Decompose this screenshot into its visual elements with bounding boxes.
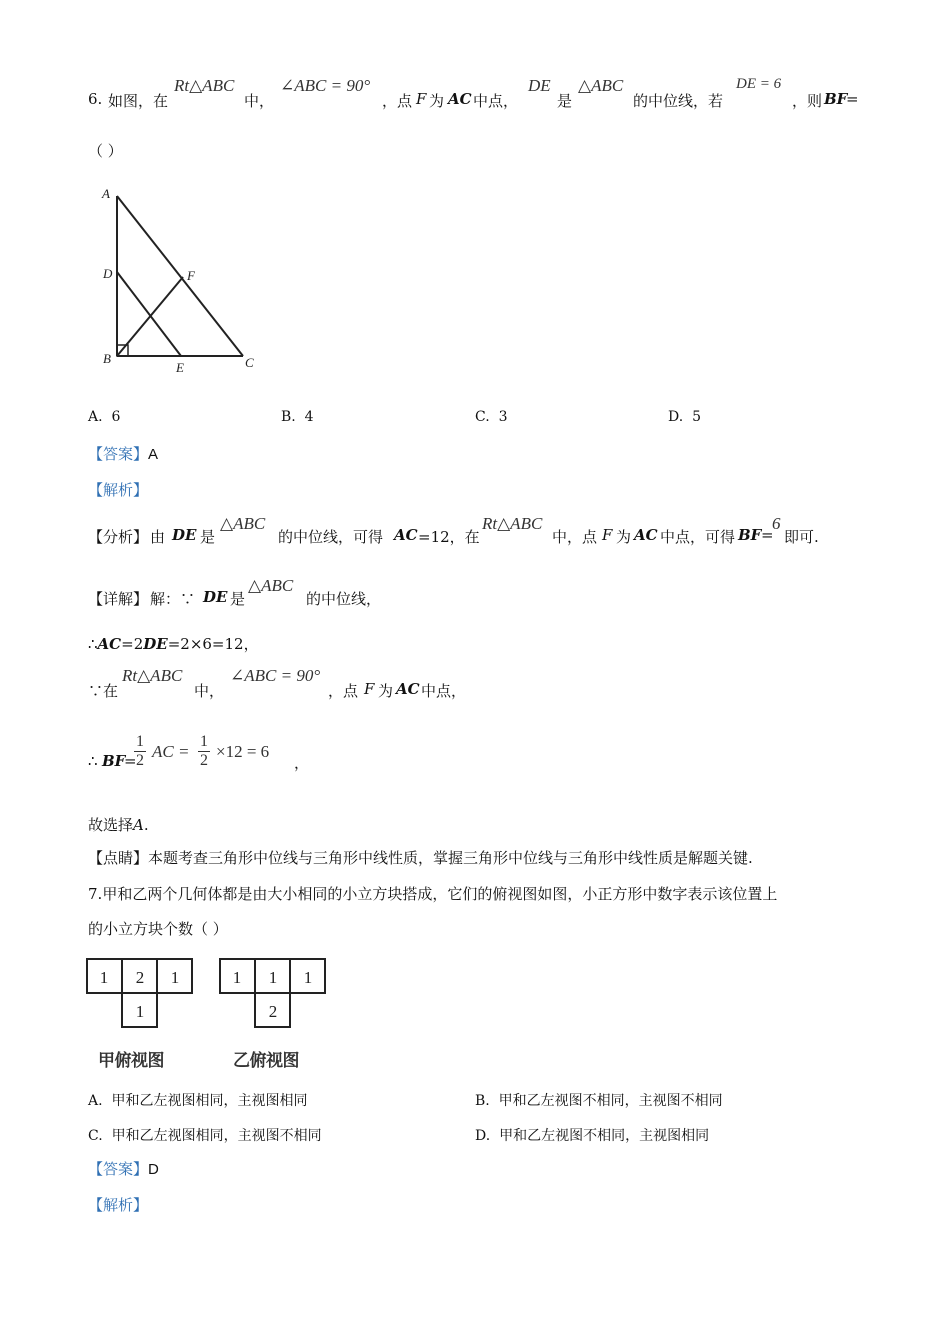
frac-den: 2: [136, 752, 144, 769]
fenxi-tag: 【分析】: [88, 528, 149, 546]
answer-value: D: [148, 1161, 159, 1178]
grid-cell: 1: [268, 968, 278, 987]
text: 的中位线，可得: [278, 528, 384, 546]
option-key: A.: [88, 409, 103, 425]
q6-stem-text: 中，: [244, 92, 275, 110]
math-six: 6: [772, 514, 781, 533]
q7-stem-line2: 的小立方块个数（ ）: [88, 920, 228, 938]
option-value: 3: [498, 409, 508, 425]
var-de: DE: [203, 588, 228, 606]
grid-cell: 2: [268, 1002, 278, 1021]
q6-option-a[interactable]: [88, 409, 120, 425]
var-de: DE: [172, 526, 197, 544]
var-ac: AC: [634, 526, 658, 544]
q6-stem-text: ，点: [382, 92, 413, 110]
q6-stem: [88, 78, 868, 118]
grid-jia-svg: [86, 958, 196, 1030]
var-de: DE: [143, 635, 168, 653]
option-key: B.: [475, 1093, 490, 1109]
q6-math-angle: ∠ABC = 90°: [280, 76, 371, 95]
option-key: B.: [281, 409, 296, 425]
frac-num: 1: [200, 733, 208, 750]
q6-stem-text: 如图，在: [108, 92, 169, 110]
q6-triangle-figure: [95, 180, 270, 380]
text: ，: [294, 754, 310, 772]
text: 为: [378, 682, 394, 700]
var-ac: AC: [396, 680, 420, 698]
text: 中，: [194, 682, 225, 700]
q7-grid-yi: [219, 958, 329, 1034]
q6-math-de-6: DE = 6: [736, 76, 782, 92]
q6-stem-text: 中点，: [473, 92, 519, 110]
answer-value: A: [148, 446, 159, 463]
q7-grid-jia: [86, 958, 196, 1034]
math-angle: ∠ABC = 90°: [230, 666, 321, 685]
math-rt-abc: Rt△ABC: [482, 514, 543, 533]
fraction-half-2: [198, 733, 210, 770]
q7-number: 7.: [88, 885, 103, 903]
q6-stem-text: 是: [557, 92, 573, 110]
q6-option-d[interactable]: [668, 409, 701, 425]
option-key: D.: [475, 1128, 491, 1144]
q7-option-d[interactable]: [475, 1125, 709, 1145]
var-a: A: [133, 816, 144, 834]
option-value: 甲和乙左视图相同，主视图不相同: [111, 1128, 322, 1144]
answer-tag: 【答案】: [88, 1160, 149, 1178]
text: 中点，: [421, 682, 467, 700]
var-ac: AC: [394, 526, 418, 544]
q6-var-bf: BF: [824, 90, 848, 108]
q7-analysis-tag: 【解析】: [88, 1196, 149, 1214]
q7-caption-jia: 甲俯视图: [98, 1051, 164, 1070]
q7-option-a[interactable]: [88, 1090, 307, 1110]
label-c: C: [245, 355, 254, 370]
q6-stem-text: 为: [429, 92, 445, 110]
var-f: F: [602, 526, 613, 544]
q7-caption-yi: 乙俯视图: [233, 1051, 299, 1070]
text: 为: [616, 528, 632, 546]
q6-detail-line3: [88, 666, 688, 700]
label-f: F: [187, 268, 195, 283]
q6-conclusion: [88, 814, 149, 835]
math-ac: AC =: [152, 742, 190, 761]
text: 是: [200, 528, 216, 546]
math-result: ×12 = 6: [216, 742, 270, 761]
q7-option-c[interactable]: [88, 1125, 322, 1145]
q7-stem-line1: [88, 883, 777, 904]
label-e: E: [176, 360, 184, 375]
q6-detail-line2: [88, 633, 259, 654]
grid-cell: 1: [99, 968, 109, 987]
math-tri-abc: △ABC: [220, 514, 266, 533]
text: 解：∵: [150, 590, 196, 608]
math-tri-abc: △ABC: [248, 576, 294, 595]
q6-stem-text: =: [846, 90, 859, 108]
text: 中，点: [552, 528, 598, 546]
grid-cell: 2: [135, 968, 145, 987]
q7-answer: [88, 1158, 159, 1179]
frac-den: 2: [200, 752, 208, 769]
q6-answer-paren: （ ）: [88, 142, 123, 160]
option-value: 5: [692, 409, 702, 425]
text: 故选择: [88, 816, 134, 834]
q6-math-rt-abc: Rt△ABC: [174, 76, 235, 95]
text: =2: [121, 635, 144, 653]
var-bf: BF: [738, 526, 762, 544]
q6-option-b[interactable]: [281, 409, 314, 425]
option-value: 甲和乙左视图相同，主视图相同: [111, 1093, 308, 1109]
option-value: 甲和乙左视图不相同，主视图不相同: [498, 1093, 723, 1109]
text: ∵在: [88, 682, 119, 700]
q6-dianjing: [88, 847, 753, 868]
detail-tag: 【详解】: [88, 590, 149, 608]
text: 即可.: [784, 528, 819, 546]
text: ，点: [328, 682, 359, 700]
option-key: C.: [475, 409, 490, 425]
q6-detail-line1: [88, 576, 788, 610]
answer-tag: 【答案】: [88, 445, 149, 463]
text: 由: [150, 528, 166, 546]
frac-num: 1: [136, 733, 144, 750]
grid-cell: 1: [170, 968, 180, 987]
option-value: 甲和乙左视图不相同，主视图相同: [499, 1128, 710, 1144]
text: 的中位线，: [306, 590, 382, 608]
q6-math-tri-abc: △ABC: [578, 76, 624, 95]
text: 是: [230, 590, 246, 608]
q6-option-c[interactable]: [475, 409, 508, 425]
text: =2×6=12，: [167, 635, 259, 653]
option-key: A.: [88, 1093, 103, 1109]
label-b: B: [103, 351, 111, 366]
dianjing-tag: 【点睛】: [88, 849, 149, 867]
grid-cell: 1: [232, 968, 242, 987]
label-d: D: [103, 266, 113, 281]
q6-stem-text: 的中位线，若: [633, 92, 724, 110]
q6-answer: [88, 443, 158, 464]
q6-analysis-tag: 【解析】: [88, 481, 149, 499]
text: ∴: [88, 752, 98, 770]
q6-var-f: F: [416, 90, 427, 108]
option-value: 6: [111, 409, 121, 425]
text: ∴: [88, 635, 98, 653]
q6-fenxi: [88, 514, 868, 548]
label-a: A: [102, 186, 110, 201]
text: =12，在: [418, 528, 480, 546]
q6-math-de: DE: [528, 76, 551, 95]
option-key: C.: [88, 1128, 103, 1144]
fraction-half: [134, 733, 146, 770]
text: =: [761, 526, 774, 544]
q7-stem-text: 甲和乙两个几何体都是由大小相同的小立方块搭成，它们的俯视图如图，小正方形中数字表示该位置上: [102, 885, 778, 903]
q6-detail-line4: [88, 730, 488, 780]
option-key: D.: [668, 409, 684, 425]
var-ac: AC: [97, 635, 122, 653]
option-value: 4: [304, 409, 314, 425]
text: .: [143, 816, 149, 834]
q7-option-b[interactable]: [475, 1090, 723, 1110]
q6-number: 6.: [88, 90, 103, 108]
var-f: F: [364, 680, 375, 698]
var-bf: BF: [102, 752, 126, 770]
q6-stem-text: ，则: [792, 92, 823, 110]
grid-yi-svg: [219, 958, 329, 1030]
text: =: [124, 752, 137, 770]
grid-cell: 1: [303, 968, 313, 987]
text: 中点，可得: [660, 528, 736, 546]
q6-var-ac: AC: [448, 90, 472, 108]
grid-cell: 1: [135, 1002, 145, 1021]
dianjing-text: 本题考查三角形中位线与三角形中线性质，掌握三角形中位线与三角形中线性质是解题关键.: [148, 849, 753, 867]
math-rt-abc: Rt△ABC: [122, 666, 183, 685]
